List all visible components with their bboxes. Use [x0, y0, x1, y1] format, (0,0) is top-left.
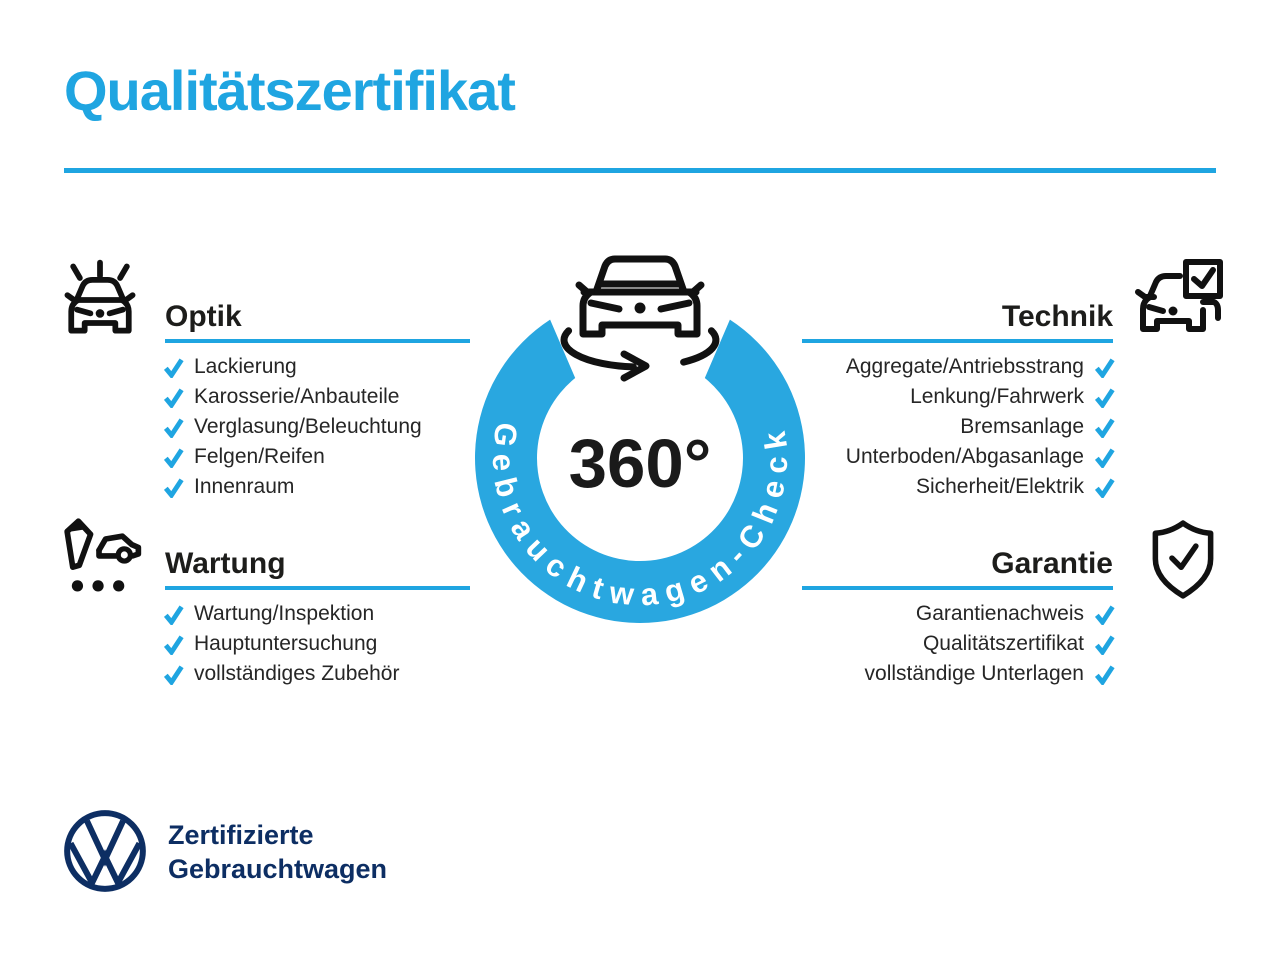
- section-heading-optik: Optik: [165, 300, 242, 333]
- checklist-label: Unterboden/Abgasanlage: [845, 445, 1084, 468]
- checklist-label: Hauptuntersuchung: [194, 632, 378, 655]
- checklist-label: Innenraum: [194, 475, 295, 498]
- footer-line1: Zertifizierte: [168, 820, 314, 850]
- technik-checklist: [846, 356, 1115, 498]
- checklist-item: [916, 603, 1115, 625]
- check-icon: [1094, 634, 1115, 655]
- vw-logo: [62, 808, 148, 894]
- checklist-item: [865, 663, 1115, 685]
- car-checkbox-icon: [1132, 252, 1228, 348]
- checklist-label: Aggregate/Antriebsstrang: [845, 355, 1084, 378]
- checklist-item: [846, 356, 1115, 378]
- optik-checklist: [163, 356, 422, 498]
- car-shine-icon: [54, 254, 146, 346]
- garantie-checklist: [865, 603, 1115, 685]
- check-icon: [1094, 604, 1115, 625]
- checklist-label: Sicherheit/Elektrik: [915, 475, 1084, 498]
- checklist-label: vollständige Unterlagen: [864, 662, 1084, 685]
- check-icon: [163, 664, 184, 685]
- optik-underline: [165, 339, 470, 343]
- check-icon: [1094, 477, 1115, 498]
- checklist-item: [163, 603, 399, 625]
- checklist-item: [910, 386, 1115, 408]
- checklist-item: [163, 476, 422, 498]
- check-icon: [163, 604, 184, 625]
- checklist-label: Verglasung/Beleuchtung: [194, 415, 422, 438]
- checklist-item: [163, 356, 422, 378]
- checklist-label: Felgen/Reifen: [194, 445, 325, 468]
- check-icon: [1094, 447, 1115, 468]
- checklist-label: Karosserie/Anbauteile: [194, 385, 400, 408]
- title-divider: [64, 168, 1216, 173]
- check-icon: [163, 417, 184, 438]
- checklist-item: [163, 416, 422, 438]
- checklist-label: Bremsanlage: [960, 415, 1084, 438]
- check-icon: [1094, 357, 1115, 378]
- checklist-label: Lenkung/Fahrwerk: [910, 385, 1084, 408]
- wartung-underline: [165, 586, 470, 590]
- garantie-underline: [802, 586, 1113, 590]
- checklist-label: Lackierung: [194, 355, 297, 378]
- badge-ring-label: Gebrauchtwagen-Check: [485, 420, 795, 613]
- checklist-label: Wartung/Inspektion: [194, 602, 375, 625]
- checklist-item: [163, 386, 422, 408]
- badge-value: 360°: [568, 425, 712, 502]
- checklist-item: [923, 633, 1115, 655]
- checklist-label: vollständiges Zubehör: [194, 662, 400, 685]
- check-icon: [1094, 417, 1115, 438]
- pencil-car-checklist-icon: [54, 508, 144, 600]
- footer-line2: Gebrauchtwagen: [168, 854, 388, 884]
- checklist-label: Qualitätszertifikat: [922, 632, 1084, 655]
- checklist-item: [916, 476, 1115, 498]
- checklist-item: [960, 416, 1115, 438]
- check-icon: [163, 634, 184, 655]
- check-icon: [163, 357, 184, 378]
- footer-brand-text: [168, 818, 387, 886]
- checklist-item: [163, 446, 422, 468]
- shield-check-icon: [1148, 514, 1218, 604]
- check-icon: [163, 477, 184, 498]
- check-icon: [1094, 664, 1115, 685]
- page-title: Qualitätszertifikat: [64, 59, 515, 122]
- car-front-rotate-icon: [564, 259, 716, 378]
- section-heading-garantie: Garantie: [991, 547, 1113, 580]
- 360-check-badge: [450, 246, 830, 646]
- checklist-item: [163, 663, 399, 685]
- checklist-item: [163, 633, 399, 655]
- section-heading-technik: Technik: [1001, 300, 1113, 333]
- checklist-item: [846, 446, 1115, 468]
- section-heading-wartung: Wartung: [165, 547, 286, 580]
- technik-underline: [802, 339, 1113, 343]
- checklist-label: Garantienachweis: [915, 602, 1084, 625]
- wartung-checklist: [163, 603, 399, 685]
- check-icon: [163, 447, 184, 468]
- check-icon: [163, 387, 184, 408]
- check-icon: [1094, 387, 1115, 408]
